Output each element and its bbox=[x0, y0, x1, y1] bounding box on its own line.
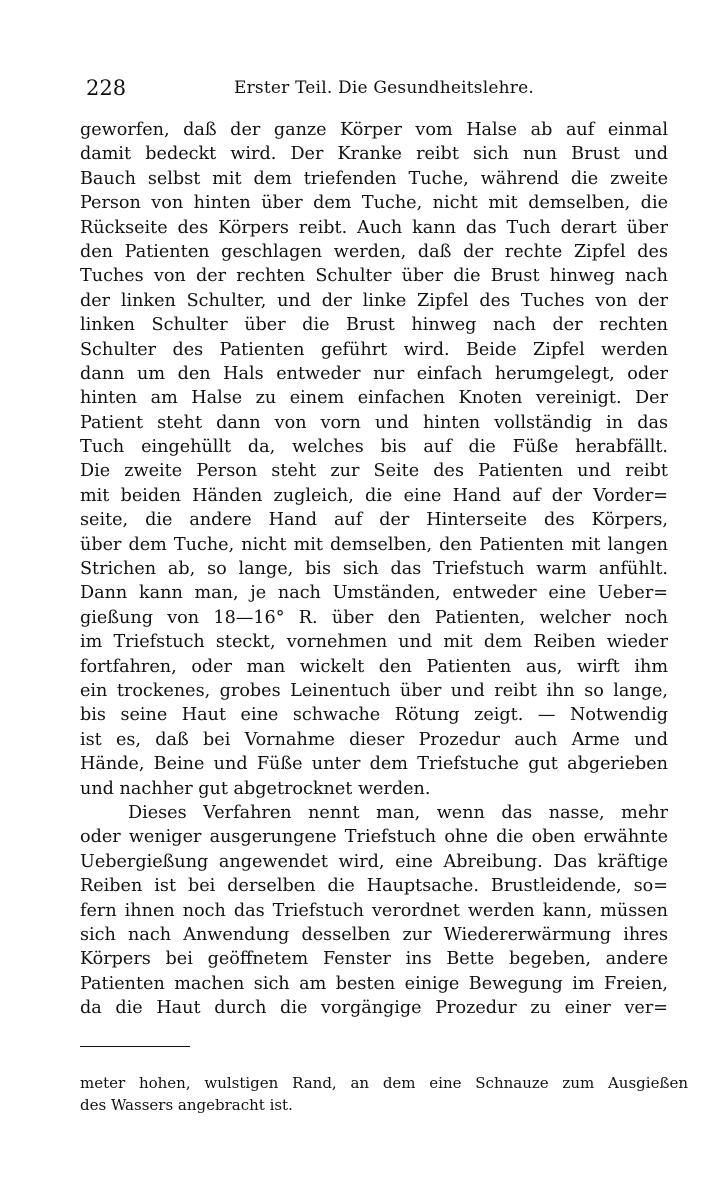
text-line: über dem Tuche, nicht mit demselben, den Patienten mit langen bbox=[80, 534, 668, 555]
text-line: da die Haut durch die vorgängige Prozedur zu einer ver= bbox=[80, 998, 668, 1019]
text-line: ist es, daß bei Vornahme dieser Prozedur auch Arme und bbox=[80, 729, 668, 750]
text-line: bis seine Haut eine schwache Rötung zeigt. — Notwendig bbox=[80, 705, 668, 726]
text-line: geworfen, daß der ganze Körper vom Halse ab auf einmal bbox=[80, 120, 668, 140]
text-line: Patient steht dann von vorn und hinten vollständig in das bbox=[80, 412, 668, 433]
text-line: Körpers bei geöffnetem Fenster ins Bette begeben, andere bbox=[80, 949, 668, 970]
text-line: den Patienten geschlagen werden, daß der rechte Zipfel des bbox=[80, 241, 668, 262]
text-line: seite, die andere Hand auf der Hinterseite des Körpers, bbox=[80, 510, 668, 531]
body-text bbox=[80, 118, 668, 1020]
footnote bbox=[80, 1072, 688, 1116]
text-line: Die zweite Person steht zur Seite des Patienten und reibt bbox=[80, 461, 668, 482]
text-line: hinten am Halse zu einem einfachen Knoten vereinigt. Der bbox=[80, 388, 668, 409]
text-line: sich nach Anwendung desselben zur Wiedererwärmung ihres bbox=[80, 924, 668, 945]
text-line: Hände, Beine und Füße unter dem Triefstuche gut abgerieben bbox=[80, 754, 668, 775]
running-title: Erster Teil. Die Gesundheitslehre. bbox=[234, 78, 534, 98]
text-line: fern ihnen noch das Triefstuch verordnet werden kann, müssen bbox=[80, 900, 668, 921]
text-line: Rückseite des Körpers reibt. Auch kann das Tuch derart über bbox=[80, 217, 668, 238]
text-line: Strichen ab, so lange, bis sich das Triefstuch warm anfühlt. bbox=[80, 559, 668, 580]
text-line: Person von hinten über dem Tuche, nicht mit demselben, die bbox=[80, 193, 668, 214]
paragraph-last-line: und nachher gut abgetrocknet werden. bbox=[80, 778, 431, 799]
text-line: dann um den Hals entweder nur einfach herumgelegt, oder bbox=[80, 363, 668, 384]
page-header bbox=[86, 76, 672, 106]
text-line: gießung von 18—16° R. über den Patienten, welcher noch bbox=[80, 607, 668, 628]
text-line: ein trockenes, grobes Leinentuch über und reibt ihn so lange, bbox=[80, 680, 668, 701]
text-line: Tuches von der rechten Schulter über die Brust hinweg nach bbox=[80, 266, 668, 287]
text-line: Tuch eingehüllt da, welches bis auf die Füße herabfällt. bbox=[80, 437, 668, 458]
text-line: fortfahren, oder man wickelt den Patienten aus, wirft ihm bbox=[80, 656, 668, 677]
text-line: Reiben ist bei derselben die Hauptsache. Brustleidende, so= bbox=[80, 876, 668, 897]
text-line: im Triefstuch steckt, vornehmen und mit dem Reiben wieder bbox=[80, 632, 668, 653]
text-line: Dann kann man, je nach Umständen, entweder eine Ueber= bbox=[80, 583, 668, 604]
footnote-line: meter hohen, wulstigen Rand, an dem eine Schnauze zum Ausgießen bbox=[80, 1074, 688, 1092]
paragraph-first-line: Dieses Verfahren nennt man, wenn das nasse, mehr bbox=[128, 802, 668, 823]
footnote-divider bbox=[80, 1046, 190, 1047]
text-line: Bauch selbst mit dem triefenden Tuche, während die zweite bbox=[80, 168, 668, 189]
text-line: Patienten machen sich am besten einige Bewegung im Freien, bbox=[80, 973, 668, 994]
page-number: 228 bbox=[86, 76, 127, 100]
text-line: linken Schulter über die Brust hinweg nach der rechten bbox=[80, 315, 668, 336]
text-line: Schulter des Patienten geführt wird. Beide Zipfel werden bbox=[80, 339, 668, 360]
text-line: Uebergießung angewendet wird, eine Abreibung. Das kräftige bbox=[80, 851, 668, 872]
text-line: oder weniger ausgerungene Triefstuch ohne die oben erwähnte bbox=[80, 827, 668, 848]
text-line: damit bedeckt wird. Der Kranke reibt sich nun Brust und bbox=[80, 144, 668, 165]
footnote-line: des Wassers angebracht ist. bbox=[80, 1096, 293, 1114]
text-line: mit beiden Händen zugleich, die eine Hand auf der Vorder= bbox=[80, 485, 668, 506]
text-line: der linken Schulter, und der linke Zipfel des Tuches von der bbox=[80, 290, 668, 311]
